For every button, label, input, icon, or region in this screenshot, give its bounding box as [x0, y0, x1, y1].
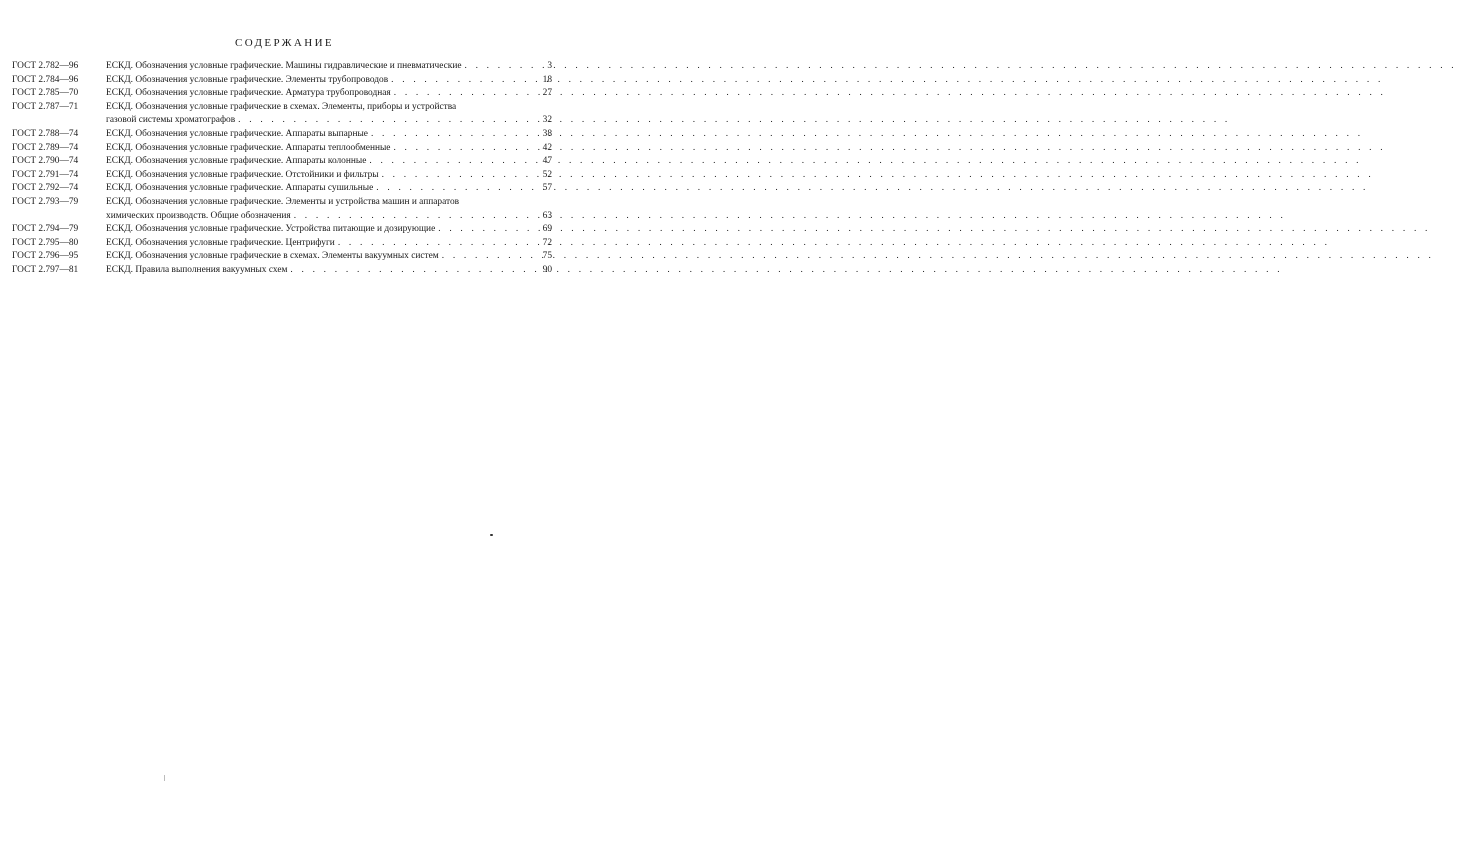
- toc-entry-title: ЕСКД. Обозначения условные графические. Устройства питающие и дозирующие: [106, 224, 436, 235]
- toc-entry-page: 52: [542, 169, 552, 180]
- toc-entry-code: ГОСТ 2.787—71: [12, 101, 79, 112]
- toc-entry-title: ЕСКД. Обозначения условные графические. Аппараты сушильные: [106, 183, 374, 194]
- toc-entry-line: [106, 60, 552, 74]
- toc-entry-line: [106, 223, 552, 237]
- toc-entry-code: ГОСТ 2.792—74: [12, 183, 79, 194]
- toc-entry: [12, 264, 552, 278]
- toc-entry-body: [106, 74, 552, 88]
- table-of-contents: [12, 60, 552, 278]
- toc-entry-title: ЕСКД. Обозначения условные графические. Аппараты теплообменные: [106, 142, 391, 153]
- toc-entry-line: [106, 196, 552, 210]
- toc-entry: [12, 74, 552, 88]
- toc-leader-dots: [462, 60, 537, 74]
- toc-entry-line: [106, 182, 552, 196]
- toc-entry-line: [106, 87, 552, 101]
- toc-entry-code: ГОСТ 2.796—95: [12, 251, 79, 262]
- toc-entry-page: 42: [542, 142, 552, 153]
- toc-entry: [12, 223, 552, 237]
- toc-entry: [12, 237, 552, 251]
- toc-entry: [12, 142, 552, 156]
- toc-entry: [12, 87, 552, 101]
- toc-entry-page: 18: [542, 74, 552, 85]
- toc-leader-dots: [391, 87, 536, 101]
- toc-entry-title: ЕСКД. Обозначения условные графические. Аппараты колонные: [106, 156, 367, 167]
- toc-entry-code: ГОСТ 2.782—96: [12, 61, 79, 71]
- toc-entry-title: ЕСКД. Обозначения условные графические в схемах. Элементы вакуумных систем: [106, 251, 439, 262]
- toc-leader-dots: [291, 210, 536, 224]
- toc-entry-code: ГОСТ 2.789—74: [12, 142, 79, 153]
- toc-entry-line: [106, 210, 552, 224]
- toc-entry-page: 72: [542, 237, 552, 248]
- toc-entry-body: [106, 169, 552, 183]
- toc-entry-line: [106, 155, 552, 169]
- toc-entry-code: ГОСТ 2.785—70: [12, 88, 79, 99]
- toc-entry-line: [106, 264, 552, 278]
- toc-entry: [12, 196, 552, 223]
- print-speck-mark: [164, 775, 165, 781]
- toc-entry-code: ГОСТ 2.784—96: [12, 74, 79, 85]
- toc-entry-line: [106, 101, 552, 115]
- toc-entry-body: [106, 128, 552, 142]
- toc-entry-line: [106, 169, 552, 183]
- toc-entry-code: ГОСТ 2.791—74: [12, 169, 79, 180]
- toc-entry-body: [106, 237, 552, 251]
- toc-leader-dots: [435, 223, 536, 237]
- toc-entry-page: 32: [542, 115, 552, 126]
- toc-entry-line: [106, 74, 552, 88]
- toc-entry-body: [106, 182, 552, 196]
- toc-entry-title: ЕСКД. Обозначения условные графические. Элементы трубопроводов: [106, 74, 389, 85]
- toc-entry-page: 69: [542, 224, 552, 235]
- toc-entry-line: [106, 114, 552, 128]
- toc-entry-body: [106, 250, 552, 264]
- toc-entry-body: [106, 60, 552, 74]
- toc-entry-page: 38: [542, 128, 552, 139]
- toc-leader-dots: [373, 182, 536, 196]
- toc-entry: [12, 250, 552, 264]
- toc-entry-page: 90: [542, 264, 552, 275]
- toc-leader-dots: [366, 155, 536, 169]
- toc-entry-title: химических производств. Общие обозначения: [106, 210, 291, 221]
- page-title: СОДЕРЖАНИЕ: [234, 37, 335, 49]
- toc-entry-title: ЕСКД. Обозначения условные графические. Отстойники и фильтры: [106, 169, 379, 180]
- toc-entry-code: ГОСТ 2.795—80: [12, 237, 79, 248]
- toc-leader-dots: [235, 114, 536, 128]
- toc-entry-line: [106, 250, 552, 264]
- toc-entry-code: ГОСТ 2.797—81: [12, 264, 79, 275]
- print-speck: [490, 534, 493, 536]
- toc-entry-code: ГОСТ 2.793—79: [12, 196, 79, 207]
- toc-entry: [12, 169, 552, 183]
- toc-leader-dots: [390, 142, 536, 156]
- toc-entry-body: [106, 196, 552, 223]
- toc-entry-page: 75: [542, 251, 552, 262]
- toc-leader-dots: [439, 250, 536, 264]
- toc-entry-body: [106, 223, 552, 237]
- toc-leader-dots: [287, 264, 536, 278]
- toc-leader-dots: [379, 169, 536, 183]
- toc-entry-body: [106, 87, 552, 101]
- toc-entry-body: [106, 155, 552, 169]
- toc-entry-page: 57: [542, 183, 552, 194]
- toc-entry-page: 63: [542, 210, 552, 221]
- toc-entry-title: ЕСКД. Обозначения условные графические в схемах. Элементы, приборы и устройства: [106, 101, 457, 112]
- toc-entry-body: [106, 142, 552, 156]
- toc-entry-code: ГОСТ 2.794—79: [12, 224, 79, 235]
- toc-entry-title: ЕСКД. Обозначения условные графические. Арматура трубопроводная: [106, 88, 391, 99]
- toc-entry-body: [106, 101, 552, 128]
- toc-entry-page: 27: [542, 88, 552, 99]
- toc-entry-line: [106, 237, 552, 251]
- toc-entry-code: ГОСТ 2.788—74: [12, 128, 79, 139]
- toc-leader-dots: [368, 128, 536, 142]
- toc-entry-title: ЕСКД. Обозначения условные графические. Машины гидравлические и пневматические: [106, 61, 462, 71]
- toc-entry-code: ГОСТ 2.790—74: [12, 156, 79, 167]
- toc-entry-title: газовой системы хроматографов: [106, 115, 236, 126]
- toc-entry: [12, 128, 552, 142]
- toc-entry-title: ЕСКД. Правила выполнения вакуумных схем: [106, 264, 288, 275]
- toc-entry-page: 47: [542, 156, 552, 167]
- document-page: [0, 0, 569, 858]
- toc-entry-line: [106, 142, 552, 156]
- toc-entry-title: ЕСКД. Обозначения условные графические. Аппараты выпарные: [106, 128, 368, 139]
- toc-entry-line: [106, 128, 552, 142]
- toc-leader-dots: [388, 74, 536, 88]
- toc-entry-title: ЕСКД. Обозначения условные графические. Центрифуги: [106, 237, 335, 248]
- toc-entry-body: [106, 264, 552, 278]
- toc-entry-page: 3: [547, 61, 552, 71]
- toc-leader-dots: [335, 237, 536, 251]
- toc-entry: [12, 155, 552, 169]
- toc-entry: [12, 101, 552, 128]
- toc-entry: [12, 60, 552, 74]
- toc-entry-title: ЕСКД. Обозначения условные графические. Элементы и устройства машин и аппаратов: [106, 196, 460, 207]
- toc-entry: [12, 182, 552, 196]
